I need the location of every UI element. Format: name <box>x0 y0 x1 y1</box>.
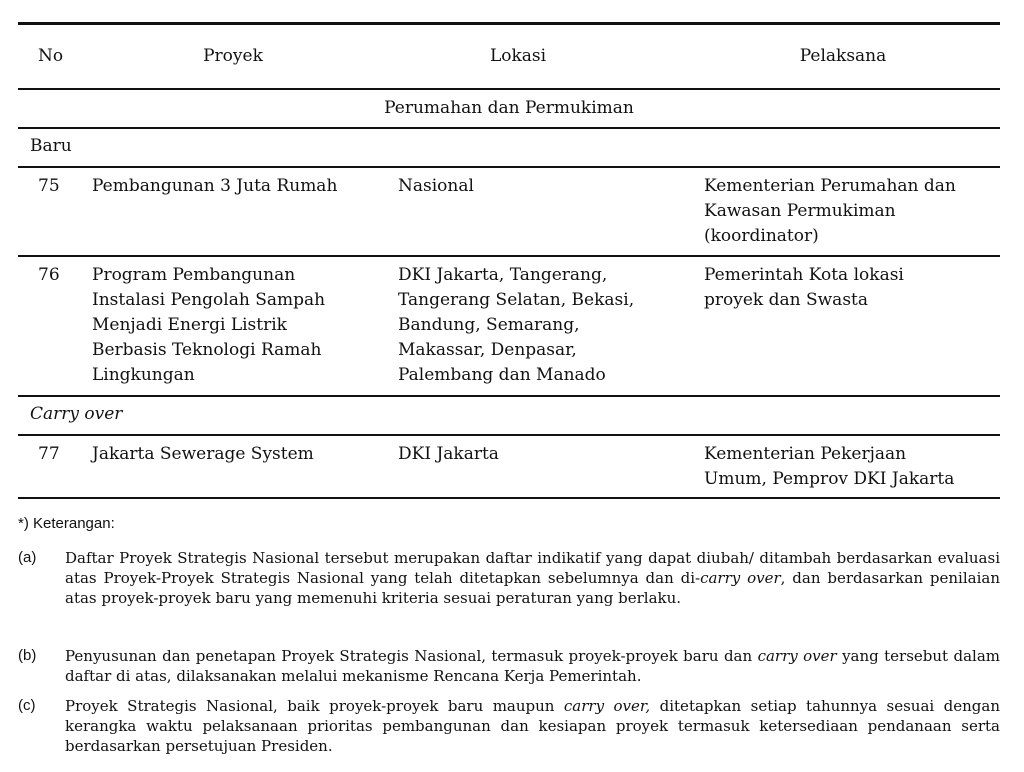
table-top-rule <box>18 22 1000 25</box>
row-76-proyek: Program Pembangunan Instalasi Pengolah Sampah Menjadi Energi Listrik Berbasis Teknologi Ramah Lingkungan <box>92 265 326 385</box>
row-75-pelaksana: Kementerian Perumahan dan Kawasan Permukiman (koordinator) <box>704 176 956 246</box>
notes-title: *) Keterangan: <box>18 515 115 532</box>
header-lokasi: Lokasi <box>489 46 547 66</box>
row-77-lokasi: DKI Jakarta <box>398 444 499 464</box>
row-75-lokasi: Nasional <box>398 176 474 196</box>
group-label-carry-over: Carry over <box>30 404 123 424</box>
row-76-lokasi: DKI Jakarta, Tangerang, Tangerang Selatan, Bekasi, Bandung, Semarang, Makassar, Denpasar, Palembang dan Manado <box>398 265 635 385</box>
note-letter-a: (a) <box>18 549 37 566</box>
note-text-a: Daftar Proyek Strategis Nasional tersebut merupakan daftar indikatif yang dapat diubah/ ditambah berdasarkan evaluasi atas Proyek-Proyek Strategis Nasional yang telah ditetapkan sebelumnya dan di-carry over, dan berdasarkan penilaian atas proyek-proyek baru yang memenuhi kriteria sesuai peraturan yang berlaku. <box>65 549 1000 607</box>
row-75-no: 75 <box>38 176 60 196</box>
document-page <box>18 0 1000 772</box>
header-pelaksana: Pelaksana <box>799 46 887 66</box>
section-title: Perumahan dan Permukiman <box>384 98 634 118</box>
header-proyek: Proyek <box>203 46 263 66</box>
row-76-pelaksana: Pemerintah Kota lokasi proyek dan Swasta <box>704 265 904 310</box>
table-bottom-rule <box>18 497 1000 499</box>
header-no: No <box>38 46 64 66</box>
note-letter-b: (b) <box>18 647 37 664</box>
group-baru-bottom-rule <box>18 166 1000 168</box>
note-text-c: Proyek Strategis Nasional, baik proyek-proyek baru maupun carry over, ditetapkan setiap tahunnya sesuai dengan kerangka waktu pelaksanaan prioritas pembangunan dan kesiapan proyek termasuk ketersediaan pendanaan serta berdasarkan persetujuan Presiden. <box>65 697 1000 755</box>
section-bottom-rule <box>18 127 1000 129</box>
row-77-proyek: Jakarta Sewerage System <box>92 444 314 464</box>
row-76-no: 76 <box>38 265 60 285</box>
group-carry-bottom-rule <box>18 434 1000 436</box>
note-letter-c: (c) <box>18 697 36 714</box>
row-77-no: 77 <box>38 444 60 464</box>
row-76-bottom-rule <box>18 395 1000 397</box>
header-bottom-rule <box>18 88 1000 90</box>
row-77-pelaksana: Kementerian Pekerjaan Umum, Pemprov DKI Jakarta <box>704 444 955 489</box>
row-75-proyek: Pembangunan 3 Juta Rumah <box>92 176 338 196</box>
group-label-baru: Baru <box>30 136 72 156</box>
row-75-bottom-rule <box>18 255 1000 257</box>
note-text-b: Penyusunan dan penetapan Proyek Strategis Nasional, termasuk proyek-proyek baru dan carry over yang tersebut dalam daftar di atas, dilaksanakan melalui mekanisme Rencana Kerja Pemerintah. <box>65 647 1000 685</box>
